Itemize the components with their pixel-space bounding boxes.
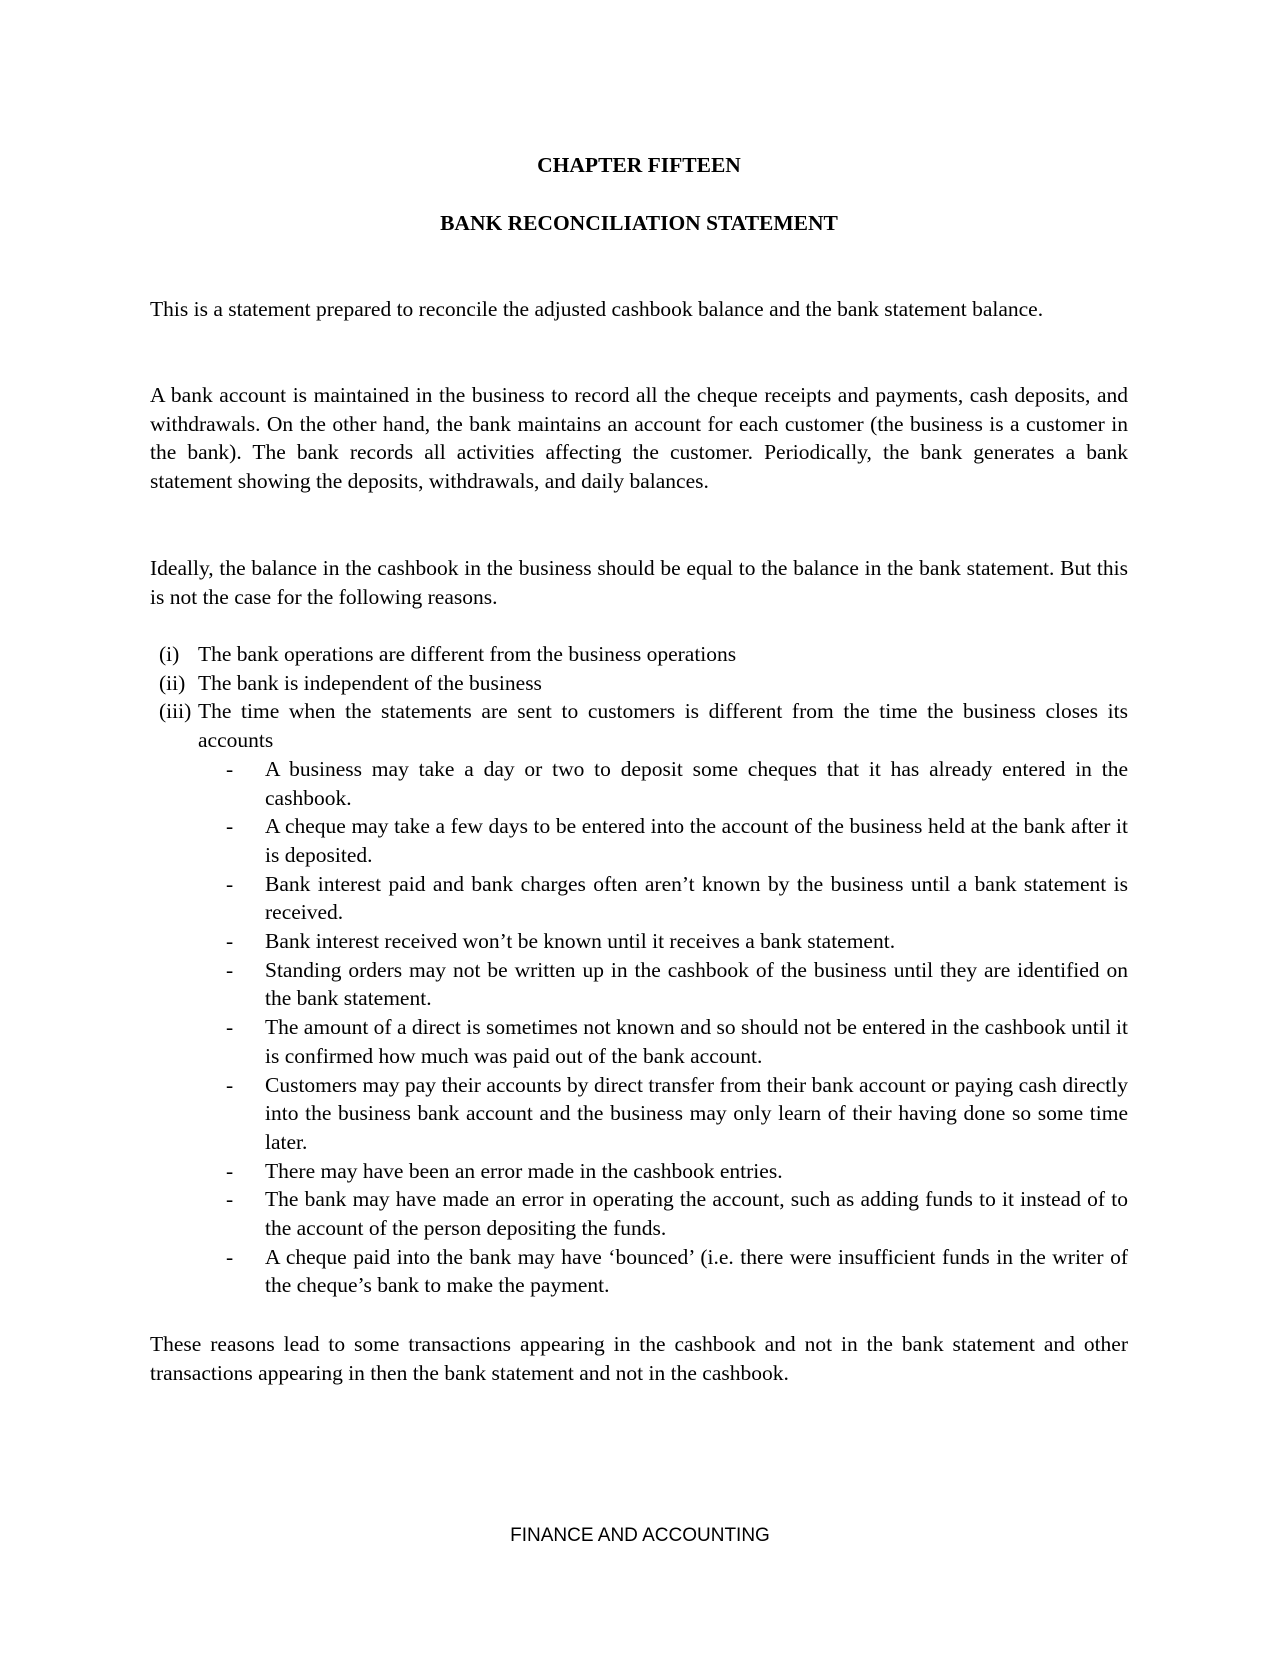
dash-bullet-icon: - <box>226 1187 234 1212</box>
dash-bullet-icon: - <box>226 929 234 954</box>
conclusion-paragraph: These reasons lead to some transactions appearing in the cashbook and not in the bank statement and other transactions appearing in then the bank statement and not in the cashbook. <box>150 1332 1128 1385</box>
dash-bullet-icon: - <box>226 957 234 982</box>
bank-account-paragraph: A bank account is maintained in the business to record all the cheque receipts and payments, cash deposits, and withdrawals. On the other hand, the bank maintains an account for each customer (the business is a customer in the bank). The bank records all activities affecting the customer. Periodically, the bank generates a bank statement showing the deposits, withdrawals, and daily balances. <box>150 383 1128 494</box>
dash-bullet-icon: - <box>226 1244 234 1269</box>
detail-item <box>150 870 1128 927</box>
list-item-number: (i) <box>159 642 180 666</box>
list-item-text: The bank operations are different from the business operations <box>198 642 737 666</box>
chapter-heading: CHAPTER FIFTEEN <box>537 153 741 177</box>
dash-bullet-icon: - <box>226 1072 234 1097</box>
list-item <box>150 669 1128 698</box>
detail-item-text: There may have been an error made in the cashbook entries. <box>265 1158 783 1183</box>
document-page <box>150 0 1128 1656</box>
dash-bullet-icon: - <box>226 1158 234 1183</box>
detail-item <box>150 927 1128 956</box>
detail-item-text: A cheque paid into the bank may have ‘bounced’ (i.e. there were insufficient funds in the writer of the cheque’s bank to make the payment. <box>265 1244 1128 1298</box>
detail-item <box>150 1013 1128 1070</box>
detail-item <box>150 812 1128 869</box>
detail-item <box>150 956 1128 1013</box>
detail-item-text: A cheque may take a few days to be entered into the account of the business held at the bank after it is deposited. <box>265 814 1128 867</box>
intro-paragraph: This is a statement prepared to reconcile the adjusted cashbook balance and the bank statement balance. <box>150 297 1044 321</box>
list-item-number: (iii) <box>159 699 192 724</box>
dash-bullet-icon: - <box>226 756 234 781</box>
list-item-text: The time when the statements are sent to customers is different from the time the business closes its accounts <box>198 699 1128 753</box>
detail-item-text: The amount of a direct is sometimes not known and so should not be entered in the cashbook until it is confirmed how much was paid out of the bank account. <box>265 1015 1128 1068</box>
detail-item <box>150 1071 1128 1157</box>
detail-item <box>150 755 1128 812</box>
detail-item-text: A business may take a day or two to deposit some cheques that it has already entered in the cashbook. <box>265 756 1128 810</box>
reasons-list <box>150 640 1128 1300</box>
detail-item <box>150 1243 1128 1300</box>
list-item-number: (ii) <box>159 670 186 695</box>
ideally-paragraph: Ideally, the balance in the cashbook in the business should be equal to the balance in the bank statement. But this is not the case for the following reasons. <box>150 556 1128 609</box>
list-item <box>150 640 1128 669</box>
dash-bullet-icon: - <box>226 871 234 896</box>
dash-bullet-icon: - <box>226 814 234 839</box>
page-title: BANK RECONCILIATION STATEMENT <box>440 211 838 235</box>
detail-item-text: Standing orders may not be written up in the cashbook of the business until they are identified on the bank statement. <box>265 957 1128 1011</box>
detail-item <box>150 1185 1128 1242</box>
detail-item-text: Bank interest paid and bank charges often aren’t known by the business until a bank statement is received. <box>265 871 1128 925</box>
page-footer: FINANCE AND ACCOUNTING <box>510 1525 770 1546</box>
details-list <box>198 755 1128 1300</box>
dash-bullet-icon: - <box>226 1015 234 1040</box>
detail-item-text: The bank may have made an error in operating the account, such as adding funds to it instead of to the account of the person depositing the funds. <box>265 1187 1128 1241</box>
detail-item-text: Bank interest received won’t be known until it receives a bank statement. <box>265 929 896 954</box>
list-item-text: The bank is independent of the business <box>198 670 542 695</box>
detail-item-text: Customers may pay their accounts by direct transfer from their bank account or paying cash directly into the business bank account and the business may only learn of their having done so some time later. <box>265 1072 1128 1154</box>
detail-item <box>150 1157 1128 1186</box>
list-item <box>150 697 1128 1300</box>
